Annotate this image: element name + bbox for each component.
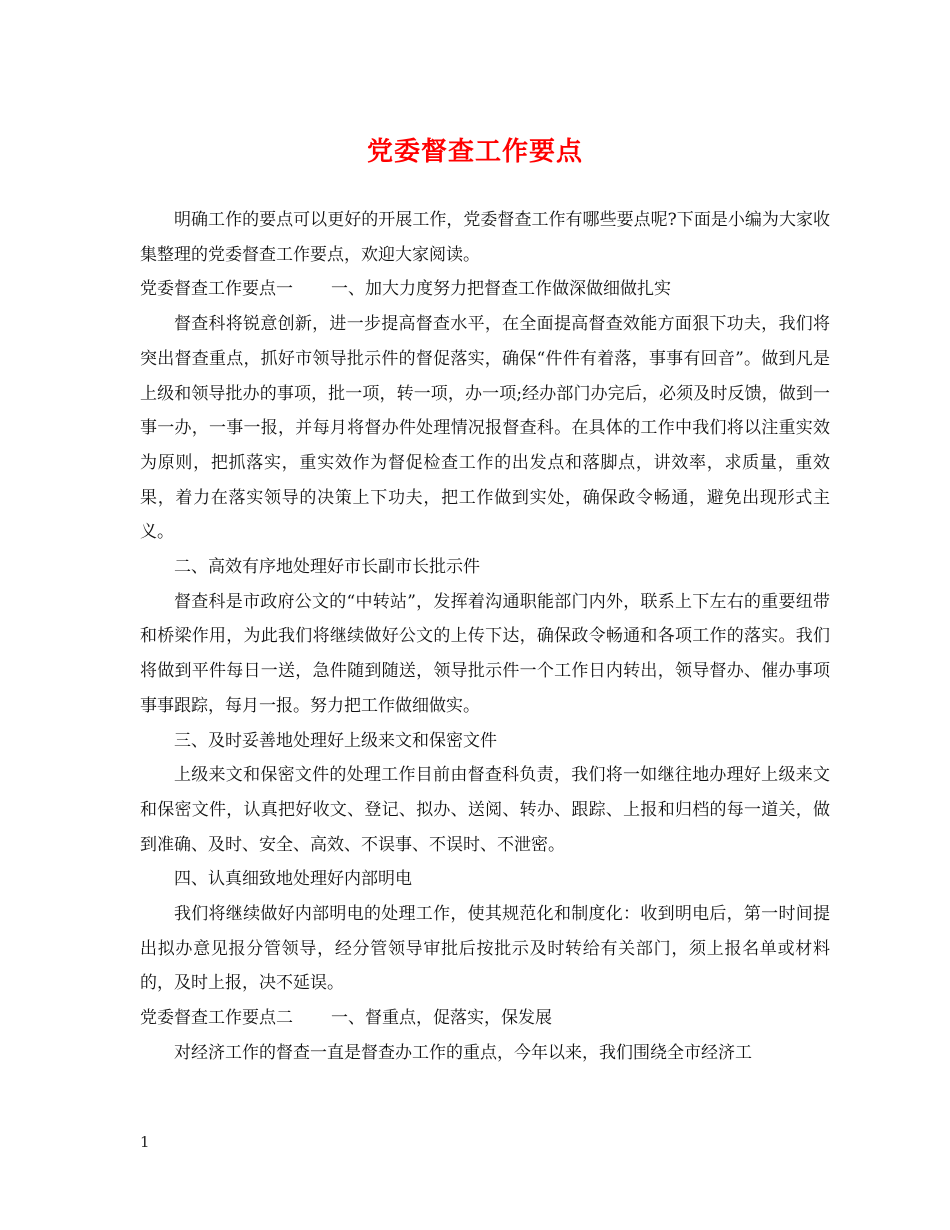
paragraph-3: 上级来文和保密文件的处理工作目前由督查科负责，我们将一如继往地办理好上级来文和保密文件，认真把好收文、登记、拟办、送阅、转办、跟踪、上报和归档的每一道关，做到准确、及时、安全、高效、不误事、不误时、不泄密。 — [140, 765, 830, 855]
paragraph-5: 对经济工作的督查一直是督查办工作的重点，今年以来，我们围绕全市经济工 — [174, 1042, 752, 1063]
section-two-line — [140, 1001, 830, 1036]
heading-4: 四、认真细致地处理好内部明电 — [174, 869, 412, 890]
part-one-heading: 一、加大力度努力把督查工作做深做细做扎实 — [331, 279, 671, 300]
paragraph-1: 督查科将锐意创新，进一步提高督查水平，在全面提高督查效能方面狠下功夫，我们将突出督查重点，抓好市领导批示件的督促落实，确保“件件有着落，事事有回音”。做到凡是上级和领导批办的事项，批一项，转一项，办一项;经办部门办完后，必须及时反馈，做到一事一办，一事一报，并每月将督办件处理情况报督查科。在具体的工作中我们将以注重实效为原则，把抓落实，重实效作为督促检查工作的出发点和落脚点，讲效率，求质量，重效果，着力在落实领导的决策上下功夫，把工作做到实处，确保政令畅通，避免出现形式主义。 — [140, 314, 830, 543]
document-title: 党委督查工作要点 — [366, 137, 583, 167]
heading-3: 三、及时妥善地处理好上级来文和保密文件 — [174, 730, 497, 751]
paragraph-4: 我们将继续做好内部明电的处理工作，使其规范化和制度化：收到明电后，第一时间提出拟办意见报分管领导，经分管领导审批后按批示及时转给有关部门，须上报名单或材料的，及时上报，决不延误。 — [140, 904, 830, 994]
heading-2: 二、高效有序地处理好市长副市长批示件 — [174, 557, 480, 578]
section-one-line — [140, 272, 830, 307]
page-number: 1 — [140, 1133, 150, 1151]
part-two-label: 党委督查工作要点二 — [140, 1008, 293, 1029]
part-two-heading: 一、督重点，促落实，保发展 — [331, 1008, 552, 1029]
part-one-label: 党委督查工作要点一 — [140, 279, 293, 300]
document-body — [140, 203, 830, 1071]
intro-paragraph: 明确工作的要点可以更好的开展工作，党委督查工作有哪些要点呢?下面是小编为大家收集整理的党委督查工作要点，欢迎大家阅读。 — [140, 210, 830, 265]
paragraph-2: 督查科是市政府公文的“中转站”，发挥着沟通职能部门内外，联系上下左右的重要纽带和桥梁作用，为此我们将继续做好公文的上传下达，确保政令畅通和各项工作的落实。我们将做到平件每日一送，急件随到随送，领导批示件一个工作日内转出，领导督办、催办事项事事跟踪，每月一报。努力把工作做细做实。 — [140, 591, 830, 716]
